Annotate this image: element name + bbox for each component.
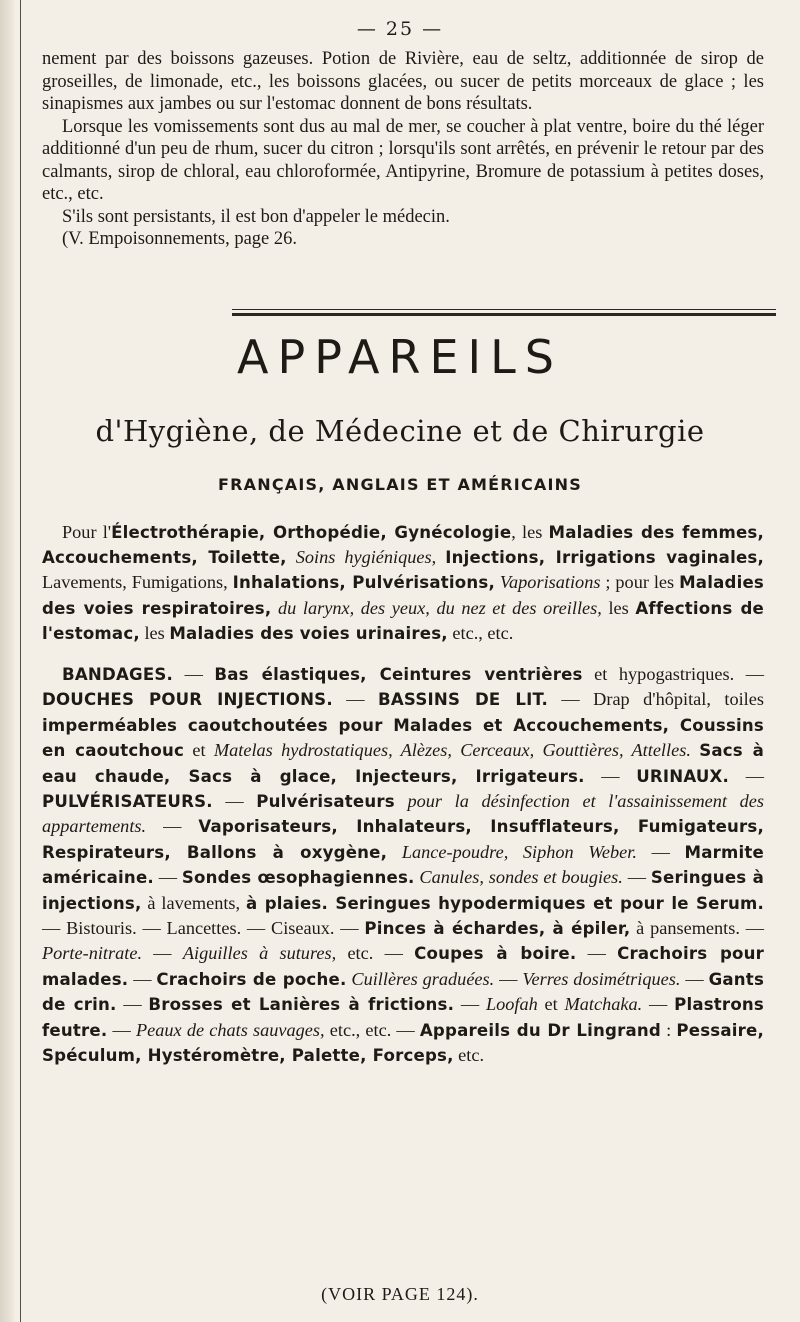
catalog-run: Gants de crin.	[42, 969, 765, 1015]
catalog-run: Crachoirs de poche.	[156, 969, 347, 989]
page-edge	[0, 0, 14, 1322]
catalog-run: —	[636, 841, 685, 862]
separator-rule-thin	[232, 309, 776, 310]
catalog-run: Seringues à injections,	[42, 868, 765, 913]
catalog-run: Vaporisateurs, Inhalateurs, Insufflateurs, Fumigateurs, Respirateurs, Ballons à oxygène,	[42, 817, 765, 862]
intro-run: Lavements, Fumigations,	[42, 572, 233, 593]
catalog-run: Peaux de chats sauvages,	[136, 1019, 325, 1040]
catalog-run: à pansements. —	[630, 918, 765, 939]
catalog-run: PULVÉRISATEURS.	[42, 792, 213, 812]
catalog-run: Lance-poudre, Siphon Weber.	[401, 841, 637, 862]
ad-subtitle: d'Hygiène, de Médecine et de Chirurgie	[95, 414, 705, 448]
catalog-run: :	[660, 1019, 677, 1040]
catalog-run: Sondes œsophagiennes.	[181, 868, 415, 888]
catalog-run: —	[729, 765, 764, 786]
catalog-run	[395, 791, 408, 811]
catalog-run: DOUCHES POUR INJECTIONS.	[42, 690, 333, 710]
catalog-run: et	[537, 994, 565, 1015]
paragraph-mal-de-mer: Lorsque les vomissements sont dus au mal de mer, se coucher à plat ventre, boire du thé léger additionné d'un peu de rhum, sucer du citron ; lorsqu'ils sont arrêtés, en prévenir le retour par des calmants, sirop de chloral, eau chloroformée, Antipyrine, Bromure de potassium à petites doses, etc., etc.	[42, 116, 764, 204]
intro-run	[287, 547, 296, 567]
intro-run: Vaporisations	[499, 572, 601, 593]
catalog-run: Crachoirs pour malades.	[42, 944, 765, 989]
catalog-run: —	[576, 943, 618, 964]
paragraph-persistants: S'ils sont persistants, il est bon d'appeler le médecin.	[62, 206, 450, 227]
catalog-run: Coupes à boire.	[414, 944, 577, 964]
catalog-run: Plastrons feutre.	[42, 995, 765, 1040]
catalog-run: Pinces à échardes, à épiler,	[364, 919, 631, 939]
catalog-run: etc., etc. —	[324, 1019, 420, 1040]
catalog-run: —	[153, 867, 182, 888]
catalog-run: — Bistouris. — Lancettes. — Ciseaux. —	[42, 918, 365, 939]
intro-run: Inhalations, Pulvérisations,	[232, 573, 495, 593]
intro-run: les	[601, 597, 636, 618]
intro-run: les	[139, 622, 170, 643]
intro-run: etc., etc.	[447, 622, 514, 643]
catalog-run: — Drap d'hôpital, toiles	[547, 689, 764, 710]
catalog-run: imperméables caoutchoutées pour Malades et Accouchements, Coussins en caoutchouc	[42, 715, 764, 761]
catalog-run: Verres dosimétriques.	[522, 968, 681, 989]
catalog-run: Porte-nitrate.	[42, 943, 143, 964]
catalog-run: etc. —	[336, 943, 415, 964]
catalog-run: Pessaire, Spéculum, Hystéromètre, Palette, Forceps,	[42, 1020, 765, 1066]
intro-run: Affections de l'estomac,	[42, 598, 764, 643]
see-page-reference: (VOIR PAGE 124).	[321, 1284, 479, 1304]
separator-rule-thick	[232, 313, 776, 316]
intro-run: Maladies des voies urinaires,	[169, 623, 448, 643]
catalog-run: —	[642, 994, 675, 1015]
intro-run: Maladies des femmes, Accouchements, Toilette,	[42, 523, 764, 568]
paragraph-continuation: nement par des boissons gazeuses. Potion de Rivière, eau de seltz, additionnée de sirop de groseilles, de limonade, etc., les boissons glacées, ou sucer de petits morceaux de glace ; les sinapismes aux jambes ou sur l'estomac donnent de bons résultats.	[42, 49, 764, 114]
catalog-run: —	[494, 968, 523, 989]
catalog-run: —	[116, 994, 149, 1015]
ad-origins: FRANÇAIS, ANGLAIS ET AMÉRICAINS	[218, 475, 582, 494]
page-number: — 25 —	[356, 18, 444, 40]
catalog-run: —	[454, 994, 486, 1015]
catalog-run: Loofah	[485, 994, 538, 1015]
catalog-run: —	[128, 968, 157, 989]
intro-run: Soins hygiéniques	[295, 547, 432, 568]
catalog-run: —	[173, 664, 215, 684]
ad-intro	[42, 520, 764, 646]
catalog-run: —	[107, 1019, 136, 1040]
intro-run: Pour l'	[62, 522, 112, 542]
intro-run: Électrothérapie, Orthopédie, Gynécologie	[111, 523, 512, 542]
ad-catalog-paragraph	[42, 662, 764, 1069]
catalog-run: pour la désinfection et l'assainissement des appartements.	[42, 791, 764, 837]
catalog-run: à plaies. Seringues hypodermiques et pour le Serum.	[246, 893, 764, 913]
catalog-run: etc.	[453, 1045, 485, 1066]
intro-run: ,	[431, 547, 446, 568]
catalog-run: Matchaka.	[564, 994, 643, 1015]
catalog-run: et hypogastriques. —	[582, 664, 764, 684]
ad-intro-paragraph	[42, 520, 764, 646]
catalog-run	[387, 842, 402, 862]
intro-run: Injections, Irrigations vaginales,	[445, 548, 764, 568]
catalog-run: Sacs à eau chaude, Sacs à glace, Injecteurs, Irrigateurs.	[42, 741, 764, 786]
catalog-run: à lavements,	[141, 892, 247, 913]
intro-run: ; pour les	[600, 572, 680, 593]
catalog-run: —	[142, 943, 183, 964]
catalog-run: BANDAGES.	[62, 665, 174, 684]
catalog-run: —	[332, 689, 379, 710]
body-text	[42, 48, 764, 251]
catalog-run: —	[146, 816, 199, 837]
catalog-run: Canules, sondes et bougies.	[419, 867, 623, 888]
catalog-run: Marmite américaine.	[42, 842, 764, 888]
catalog-run: Appareils du Dr Lingrand	[419, 1020, 661, 1040]
intro-run: du larynx, des yeux, du nez et des oreilles,	[278, 597, 602, 618]
catalog-run: Cuillères graduées.	[351, 968, 495, 989]
catalog-run: —	[584, 765, 637, 786]
catalog-run: —	[622, 867, 651, 888]
catalog-run: BASSINS DE LIT.	[378, 690, 548, 710]
ad-title: APPAREILS	[237, 330, 563, 384]
catalog-run: Matelas hydrostatiques, Alèzes, Cerceaux, Gouttières, Attelles.	[213, 740, 691, 761]
catalog-run: —	[212, 791, 257, 812]
catalog-run	[691, 740, 699, 760]
catalog-run: Pulvérisateurs	[256, 792, 395, 812]
catalog-run: et	[184, 740, 214, 761]
ad-catalog	[42, 662, 764, 1069]
catalog-run: —	[680, 968, 709, 989]
intro-run: , les	[511, 522, 549, 542]
catalog-run: URINAUX.	[636, 766, 730, 786]
catalog-run: Aiguilles à sutures,	[182, 943, 337, 964]
intro-run: Maladies des voies respiratoires,	[42, 573, 764, 618]
paragraph-reference: (V. Empoisonnements, page 26.	[62, 229, 297, 249]
gutter-line	[20, 0, 21, 1322]
catalog-run: Brosses et Lanières à frictions.	[148, 995, 455, 1015]
catalog-run: Bas élastiques, Ceintures ventrières	[214, 665, 583, 684]
